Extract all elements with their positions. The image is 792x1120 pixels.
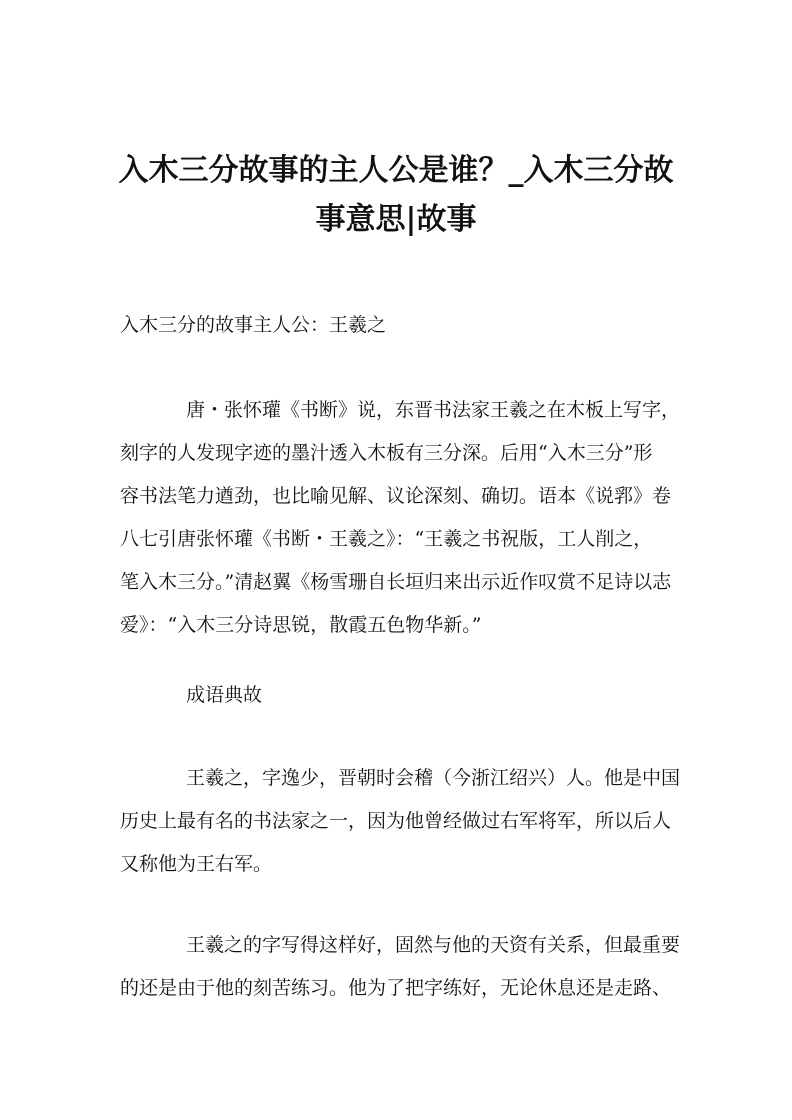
paragraph-2-line: 王羲之，字逸少，晋朝时会稽（今浙江绍兴）人。他是中国 — [186, 767, 681, 789]
paragraph-2-line: 历史上最有名的书法家之一，因为他曾经做过右军将军，所以后人 — [120, 810, 672, 832]
paragraph-3-line: 王羲之的字写得这样好，固然与他的天资有关系，但最重要 — [186, 934, 681, 956]
paragraph-1-line: 八七引唐张怀瓘《书断・王羲之》：“王羲之书祝版，工人削之， — [120, 528, 653, 550]
paragraph-1-line: 爱》：“入木三分诗思锐，散霞五色物华新。” — [120, 614, 482, 636]
document-title-line-1: 入木三分故事的主人公是谁？_入木三分故 — [118, 153, 674, 188]
section-heading: 成语典故 — [186, 684, 263, 706]
paragraph-1-line: 笔入木三分。”清赵翼《杨雪珊自长垣归来出示近作叹赏不足诗以志 — [120, 571, 672, 593]
document-title-line-2: 事意思|故事 — [315, 202, 477, 237]
paragraph-3-line: 的还是由于他的刻苦练习。他为了把字练好，无论休息还是走路、 — [120, 977, 672, 999]
paragraph-1-line: 刻字的人发现字迹的墨汁透入木板有三分深。后用“入木三分”形 — [120, 442, 653, 464]
paragraph-2-line: 又称他为王右军。 — [120, 853, 273, 875]
paragraph-1-line: 容书法笔力遒劲，也比喻见解、议论深刻、确切。语本《说郛》卷 — [120, 485, 672, 507]
intro-text: 入木三分的故事主人公：王羲之 — [120, 314, 387, 336]
paragraph-1-line: 唐・张怀瓘《书断》说，东晋书法家王羲之在木板上写字， — [186, 399, 681, 421]
